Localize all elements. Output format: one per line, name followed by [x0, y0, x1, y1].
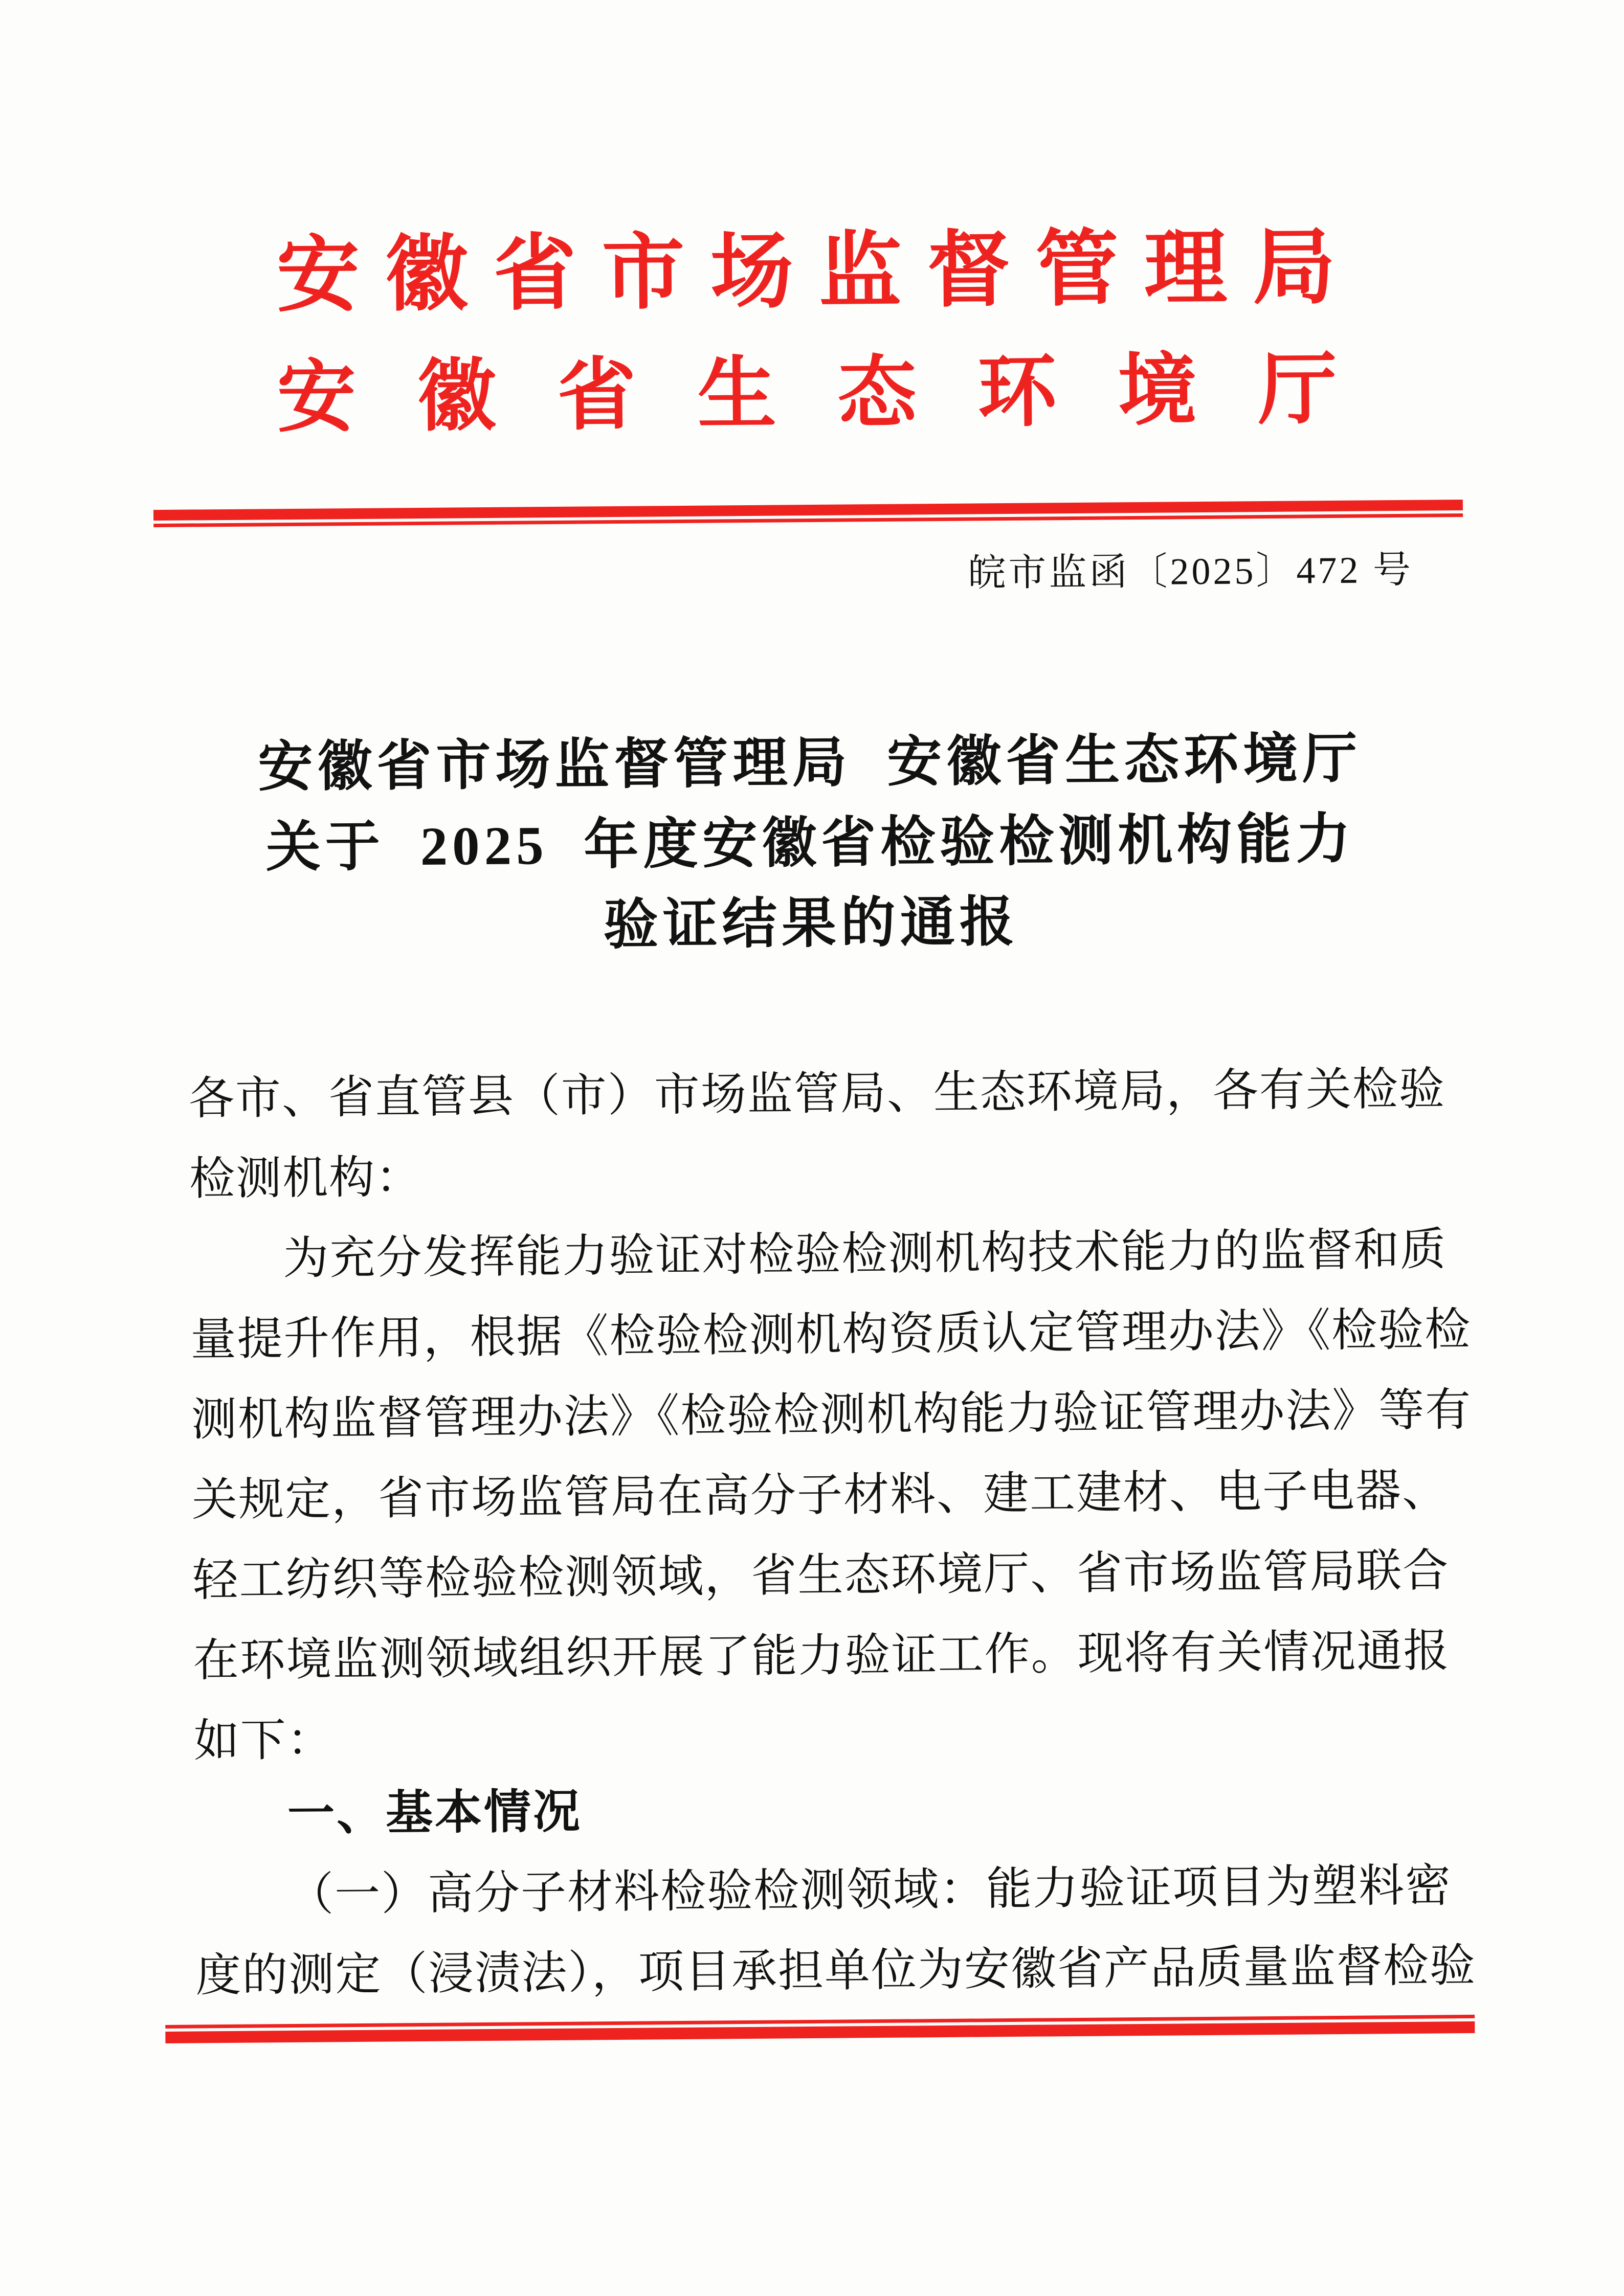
document-number: 皖市监函〔2025〕472 号	[968, 549, 1414, 595]
section-heading-basic-situation: 一、基本情况	[287, 1784, 583, 1841]
document-title-line-1: 安徽省市场监督管理局 安徽省生态环境厅	[258, 729, 1362, 798]
body-paragraph-2	[195, 1846, 1477, 2016]
body-line: 度的测定（浸渍法），项目承担单位为安徽省产品质量监督检验	[195, 1941, 1477, 2001]
letterhead-agency-1: 安徽省市场监督管理局	[276, 222, 1362, 323]
body-line: 量提升作用，根据《检验检测机构资质认定管理办法》《检验检	[190, 1304, 1472, 1365]
document-title-line-3: 验证结果的通报	[603, 892, 1019, 956]
body-line: 轻工纺织等检验检测领域，省生态环境厅、省市场监管局联合	[192, 1546, 1450, 1606]
body-line: （一）高分子材料检验检测领域：能力验证项目为塑料密	[287, 1861, 1452, 1921]
body-line: 在环境监测领域组织开展了能力验证工作。现将有关情况通报	[193, 1626, 1450, 1686]
body-line: 关规定，省市场监管局在高分子材料、建工建材、电子电器、	[191, 1466, 1449, 1526]
body-line: 如下：	[193, 1715, 334, 1767]
body-line: 为充分发挥能力验证对检验检测机构技术能力的监督和质	[283, 1225, 1447, 1285]
body-line: 测机构监督管理办法》《检验检测机构能力验证管理办法》等有	[191, 1385, 1472, 1446]
document-title	[0, 717, 1623, 971]
salutation-line: 各市、省直管县（市）市场监管局、生态环境局，各有关检验	[188, 1064, 1446, 1124]
body-paragraph-1	[190, 1210, 1472, 1782]
document-title-line-2: 关于 2025 年度安徽省检验检测机构能力	[265, 809, 1355, 879]
section-1	[194, 1764, 1446, 1854]
salutation-line: 检测机构：	[189, 1152, 422, 1205]
salutation-paragraph	[188, 1049, 1446, 1220]
letterhead-agency-2: 安徽省生态环境厅	[277, 346, 1399, 442]
